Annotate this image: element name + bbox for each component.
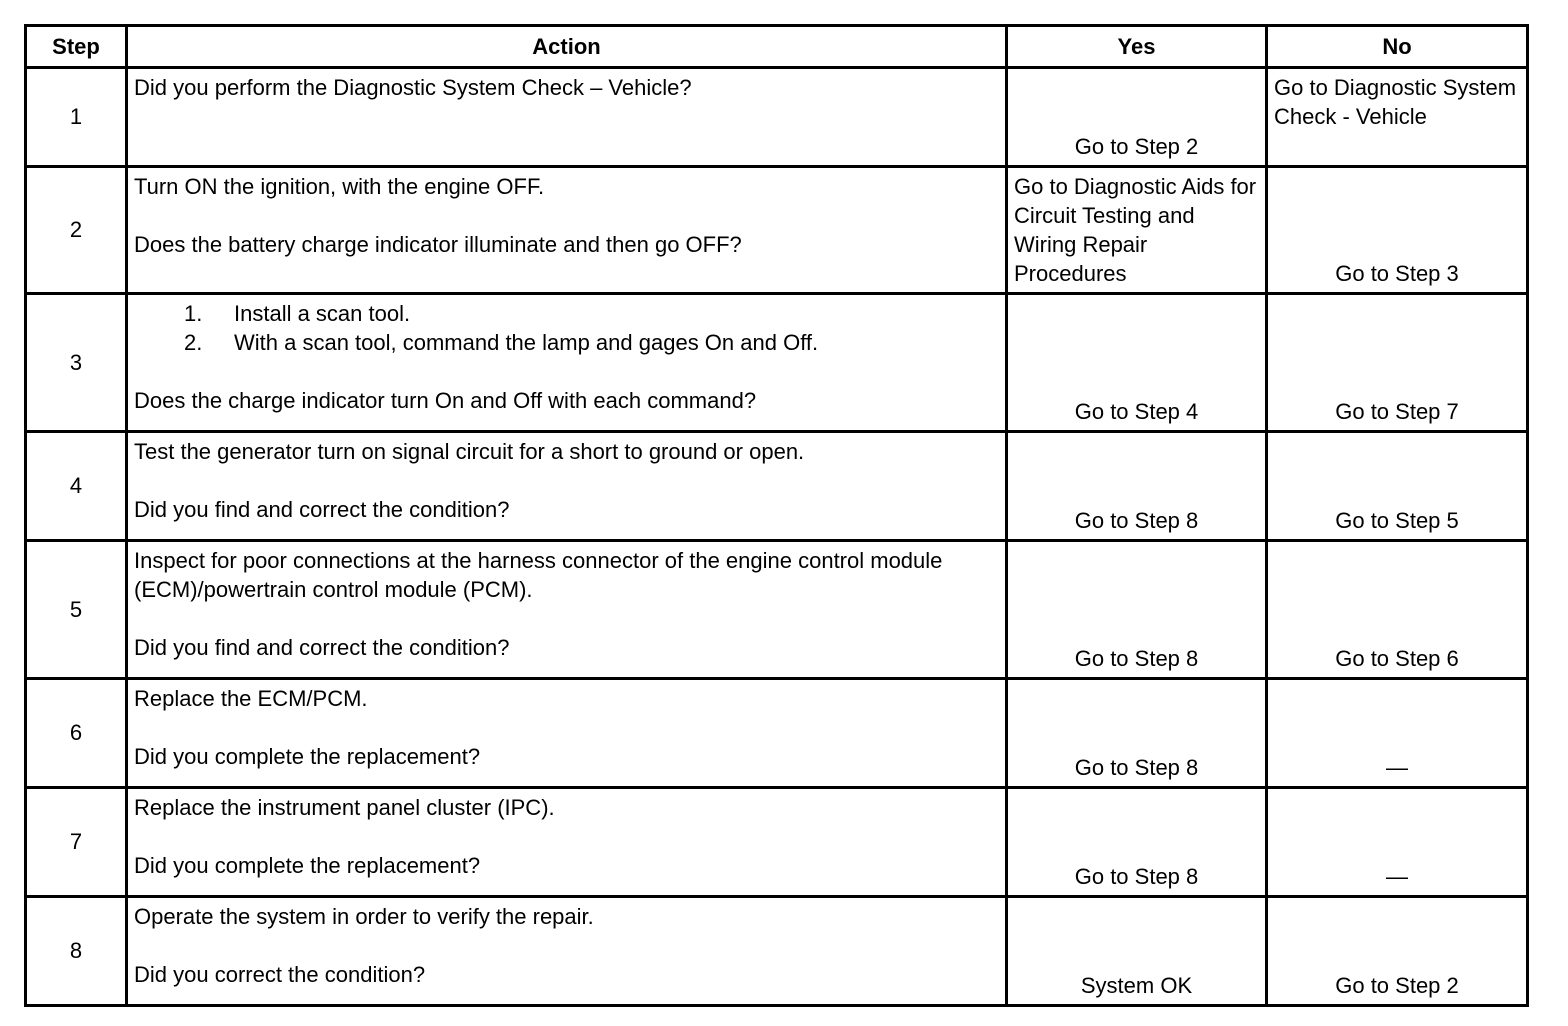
table-row [26,167,1528,294]
no-cell: Go to Step 6 [1267,541,1528,679]
action-cell [127,788,1007,897]
action-cell [127,294,1007,432]
yes-cell: Go to Step 2 [1007,68,1267,167]
action-question: Did you correct the condition? [134,962,426,987]
yes-cell: Go to Step 8 [1007,432,1267,541]
no-cell: Go to Step 7 [1267,294,1528,432]
table-row [26,68,1528,167]
no-cell: Go to Diagnostic System Check - Vehicle [1267,68,1528,167]
yes-cell: Go to Step 4 [1007,294,1267,432]
action-instruction: Turn ON the ignition, with the engine OFF. [134,174,545,199]
action-question: Did you complete the replacement? [134,744,481,769]
action-instruction: Did you perform the Diagnostic System Check – Vehicle? [134,75,692,100]
no-cell: — [1267,788,1528,897]
action-question: Does the battery charge indicator illuminate and then go OFF? [134,232,742,257]
yes-cell: Go to Step 8 [1007,679,1267,788]
action-question: Did you complete the replacement? [134,853,481,878]
action-instruction: Replace the ECM/PCM. [134,686,368,711]
action-cell [127,68,1007,167]
action-cell [127,432,1007,541]
table-row [26,788,1528,897]
step-number: 8 [26,897,127,1006]
list-item-number: 2. [184,330,203,355]
action-question: Did you find and correct the condition? [134,497,510,522]
step-number: 6 [26,679,127,788]
yes-cell: Go to Diagnostic Aids for Circuit Testing and Wiring Repair Procedures [1007,167,1267,294]
action-cell [127,679,1007,788]
diagnostic-table [24,24,1529,1007]
table-row [26,432,1528,541]
step-number: 2 [26,167,127,294]
table-row [26,294,1528,432]
table-row [26,679,1528,788]
action-instruction: Test the generator turn on signal circuit for a short to ground or open. [134,439,805,464]
header-no: No [1267,26,1528,68]
list-item [184,299,999,328]
list-item-text: With a scan tool, command the lamp and gages On and Off. [234,330,819,355]
action-instruction: Inspect for poor connections at the harness connector of the engine control module (ECM)/powertrain control module (PCM). [134,548,943,602]
header-action: Action [127,26,1007,68]
no-cell: Go to Step 5 [1267,432,1528,541]
yes-cell: Go to Step 8 [1007,541,1267,679]
table-row [26,897,1528,1006]
step-number: 1 [26,68,127,167]
header-step: Step [26,26,127,68]
list-item [184,328,999,357]
action-step-list [134,299,999,357]
step-number: 3 [26,294,127,432]
step-number: 7 [26,788,127,897]
no-cell: — [1267,679,1528,788]
action-cell [127,167,1007,294]
action-instruction: Operate the system in order to verify the repair. [134,904,594,929]
action-cell [127,541,1007,679]
action-instruction: Replace the instrument panel cluster (IPC). [134,795,555,820]
yes-cell: System OK [1007,897,1267,1006]
step-number: 5 [26,541,127,679]
table-row [26,541,1528,679]
list-item-text: Install a scan tool. [234,301,411,326]
action-question: Did you find and correct the condition? [134,635,510,660]
no-cell: Go to Step 3 [1267,167,1528,294]
header-yes: Yes [1007,26,1267,68]
step-number: 4 [26,432,127,541]
action-cell [127,897,1007,1006]
action-question: Does the charge indicator turn On and Off with each command? [134,388,757,413]
header-row [26,26,1528,68]
no-cell: Go to Step 2 [1267,897,1528,1006]
yes-cell: Go to Step 8 [1007,788,1267,897]
list-item-number: 1. [184,301,203,326]
